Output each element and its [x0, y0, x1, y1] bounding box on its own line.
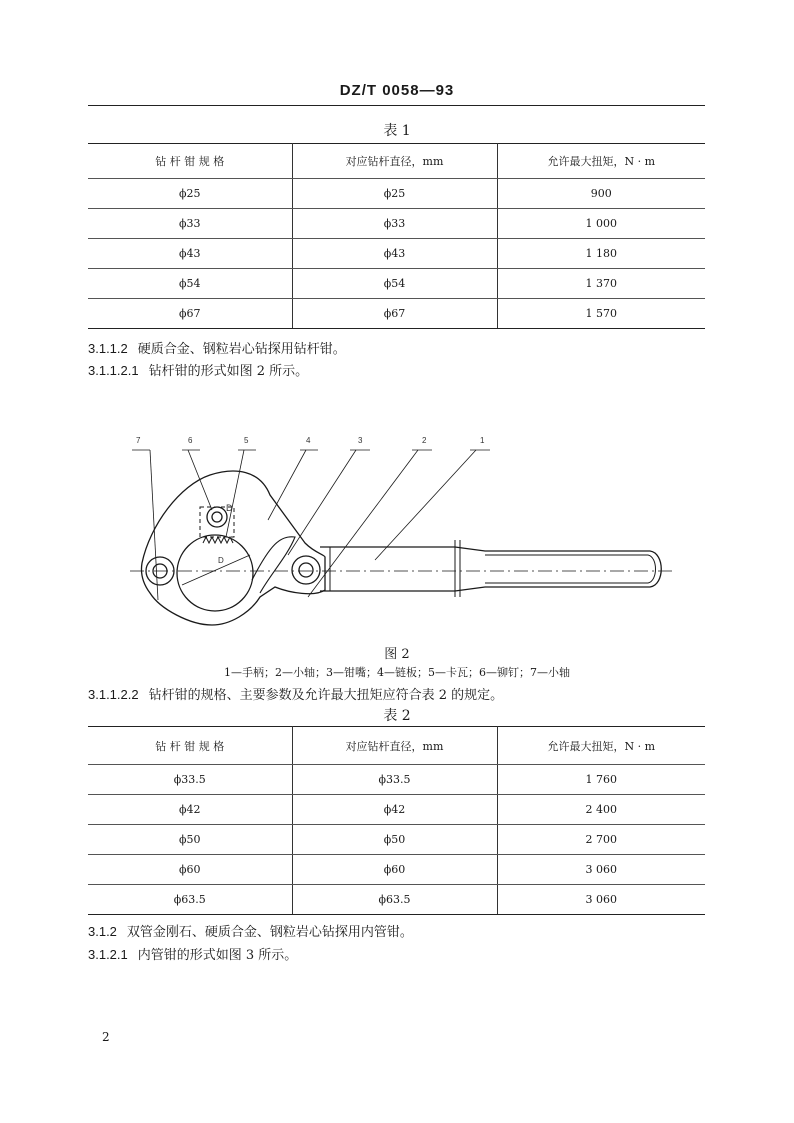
table-row — [88, 885, 705, 915]
table-row — [88, 269, 705, 299]
jaw-body — [141, 471, 325, 625]
figure2-title: 图 2 — [384, 647, 410, 662]
table-cell: ϕ43 — [292, 239, 497, 269]
clause-3-1-1-2-1 — [88, 360, 308, 379]
document-code: DZ/T 0058—93 — [339, 82, 455, 99]
right-pin-outer — [292, 556, 320, 584]
table-cell: ϕ54 — [292, 269, 497, 299]
clause-3-1-1-2 — [88, 338, 346, 357]
callout-6: 6 — [188, 436, 193, 445]
dimension-d-label: D — [226, 503, 233, 513]
table1 — [88, 143, 705, 329]
clause-text: 钻杆钳的形式如图 2 所示。 — [148, 364, 309, 379]
callout-4: 4 — [306, 436, 311, 445]
table1-header-torque: 允许最大扭矩，N · m — [497, 144, 705, 179]
table-row — [88, 795, 705, 825]
callout-7: 7 — [136, 436, 141, 445]
leader-4-b — [268, 450, 306, 520]
table-cell: ϕ50 — [292, 825, 497, 855]
figure2-drawing — [120, 425, 680, 635]
table-cell: ϕ67 — [88, 299, 292, 329]
clause-text: 内管钳的形式如图 3 所示。 — [137, 948, 298, 963]
table-cell: ϕ42 — [292, 795, 497, 825]
callout-3: 3 — [358, 436, 363, 445]
table-cell: 1 180 — [497, 239, 705, 269]
table2 — [88, 726, 705, 915]
table-cell: 3 060 — [497, 885, 705, 915]
table2-caption: 表 2 — [383, 708, 411, 724]
table-cell: 1 000 — [497, 209, 705, 239]
table-cell: ϕ67 — [292, 299, 497, 329]
callout-2: 2 — [422, 436, 427, 445]
table-cell: ϕ50 — [88, 825, 292, 855]
table-row — [88, 299, 705, 329]
callout-5: 5 — [244, 436, 249, 445]
page-number: 2 — [102, 1030, 110, 1044]
table-cell: 1 570 — [497, 299, 705, 329]
clause-number: 3.1.2 — [88, 924, 117, 939]
table-row — [88, 209, 705, 239]
table-cell: ϕ63.5 — [88, 885, 292, 915]
figure2-legend: 1—手柄；2—小轴；3—钳嘴；4—链板；5—卡瓦；6—铆钉；7—小轴 — [224, 666, 570, 679]
table-cell: ϕ33.5 — [88, 765, 292, 795]
clause-number: 3.1.1.2.1 — [88, 363, 139, 378]
table-cell: 1 760 — [497, 765, 705, 795]
table-row — [88, 239, 705, 269]
clause-number: 3.1.2.1 — [88, 947, 128, 962]
leader-2-b — [308, 450, 418, 597]
table-cell: ϕ54 — [88, 269, 292, 299]
rivet-outer — [207, 507, 227, 527]
rivet-inner — [212, 512, 222, 522]
table-cell: 2 400 — [497, 795, 705, 825]
handle-outer — [320, 547, 661, 591]
table-cell: 1 370 — [497, 269, 705, 299]
table-cell: ϕ42 — [88, 795, 292, 825]
table1-caption: 表 1 — [383, 123, 411, 139]
table-cell: ϕ25 — [88, 179, 292, 209]
right-pin-inner — [299, 563, 313, 577]
dimension-D-label: D — [218, 556, 224, 565]
table-cell: 2 700 — [497, 825, 705, 855]
table-row — [88, 855, 705, 885]
table-cell: ϕ25 — [292, 179, 497, 209]
callout-1: 1 — [480, 436, 485, 445]
table-cell: ϕ60 — [292, 855, 497, 885]
table-cell: ϕ63.5 — [292, 885, 497, 915]
table-row — [88, 179, 705, 209]
table2-header-spec: 钻 杆 钳 规 格 — [88, 727, 292, 765]
table1-header-diameter: 对应钻杆直径，mm — [292, 144, 497, 179]
table1-header-spec: 钻 杆 钳 规 格 — [88, 144, 292, 179]
clause-3-1-2-1 — [88, 944, 297, 963]
handle-inner — [485, 555, 656, 583]
clause-text: 钻杆钳的规格、主要参数及允许最大扭矩应符合表 2 的规定。 — [148, 688, 504, 703]
clause-number: 3.1.1.2.2 — [88, 687, 139, 702]
table2-header-diameter: 对应钻杆直径，mm — [292, 727, 497, 765]
pipe-circle — [177, 535, 253, 611]
table-cell: ϕ33 — [88, 209, 292, 239]
table-cell: ϕ60 — [88, 855, 292, 885]
clause-number: 3.1.1.2 — [88, 341, 128, 356]
header-rule — [88, 105, 705, 106]
clause-3-1-2 — [88, 921, 413, 940]
leader-6-b — [188, 450, 212, 510]
clause-text: 双管金刚石、硬质合金、钢粒岩心钻探用内管钳。 — [126, 925, 413, 940]
diameter-line — [182, 555, 250, 585]
table-cell: ϕ43 — [88, 239, 292, 269]
clause-3-1-1-2-2 — [88, 684, 503, 703]
chain-plate — [252, 537, 295, 593]
table-cell: ϕ33 — [292, 209, 497, 239]
table-cell: 900 — [497, 179, 705, 209]
leader-1-b — [375, 450, 476, 560]
table-row — [88, 825, 705, 855]
table2-header-torque: 允许最大扭矩，N · m — [497, 727, 705, 765]
clause-text: 硬质合金、钢粒岩心钻探用钻杆钳。 — [137, 342, 346, 357]
table-cell: 3 060 — [497, 855, 705, 885]
leader-3-b — [288, 450, 356, 555]
leader-5-b — [226, 450, 244, 537]
table-cell: ϕ33.5 — [292, 765, 497, 795]
table-row — [88, 765, 705, 795]
